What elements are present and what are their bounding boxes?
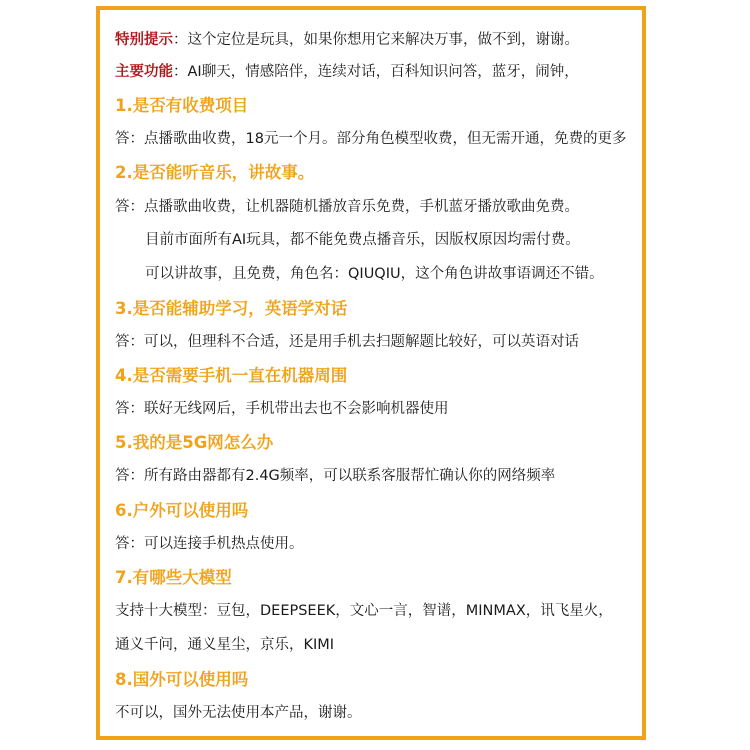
features-line [115, 62, 579, 82]
notice-text: ：这个定位是玩具，如果你想用它来解决万事，做不到，谢谢。 [173, 32, 579, 48]
features-text: ：AI聊天，情感陪伴，连续对话，百科知识问答，蓝牙，闹钟， [173, 64, 579, 80]
notice-label: 特别提示 [115, 32, 173, 48]
faq-answer: 通义千问，通义星尘，京乐，KIMI [115, 637, 335, 653]
faq-answer: 答：联好无线网后，手机带出去也不会影响机器使用 [115, 401, 449, 417]
faq-heading: 2.是否能听音乐，讲故事。 [115, 163, 315, 182]
faq-heading: 8.国外可以使用吗 [115, 670, 249, 689]
faq-answer: 答：可以连接手机热点使用。 [115, 536, 304, 552]
faq-answer: 答：点播歌曲收费，18元一个月。部分角色模型收费，但无需开通，免费的更多 [115, 131, 627, 147]
faq-answer: 可以讲故事，且免费，角色名：QIUQIU，这个角色讲故事语调还不错。 [145, 266, 604, 282]
faq-answer: 不可以，国外无法使用本产品，谢谢。 [115, 705, 362, 721]
features-label: 主要功能 [115, 64, 173, 80]
faq-heading: 6.户外可以使用吗 [115, 501, 249, 520]
faq-heading: 7.有哪些大模型 [115, 568, 232, 587]
faq-heading: 3.是否能辅助学习，英语学对话 [115, 299, 348, 318]
faq-answer: 答：所有路由器都有2.4G频率，可以联系客服帮忙确认你的网络频率 [115, 468, 556, 484]
faq-heading: 5.我的是5G网怎么办 [115, 433, 274, 452]
faq-answer: 支持十大模型：豆包，DEEPSEEK，文心一言，智谱，MINMAX，讯飞星火， [115, 603, 613, 619]
faq-heading: 4.是否需要手机一直在机器周围 [115, 366, 348, 385]
faq-heading: 1.是否有收费项目 [115, 96, 249, 115]
notice-line [115, 30, 579, 50]
faq-answer: 答：可以，但理科不合适，还是用手机去扫题解题比较好，可以英语对话 [115, 334, 579, 350]
faq-answer: 目前市面所有AI玩具，都不能免费点播音乐，因版权原因均需付费。 [145, 232, 580, 248]
faq-answer: 答：点播歌曲收费，让机器随机播放音乐免费，手机蓝牙播放歌曲免费。 [115, 199, 579, 215]
